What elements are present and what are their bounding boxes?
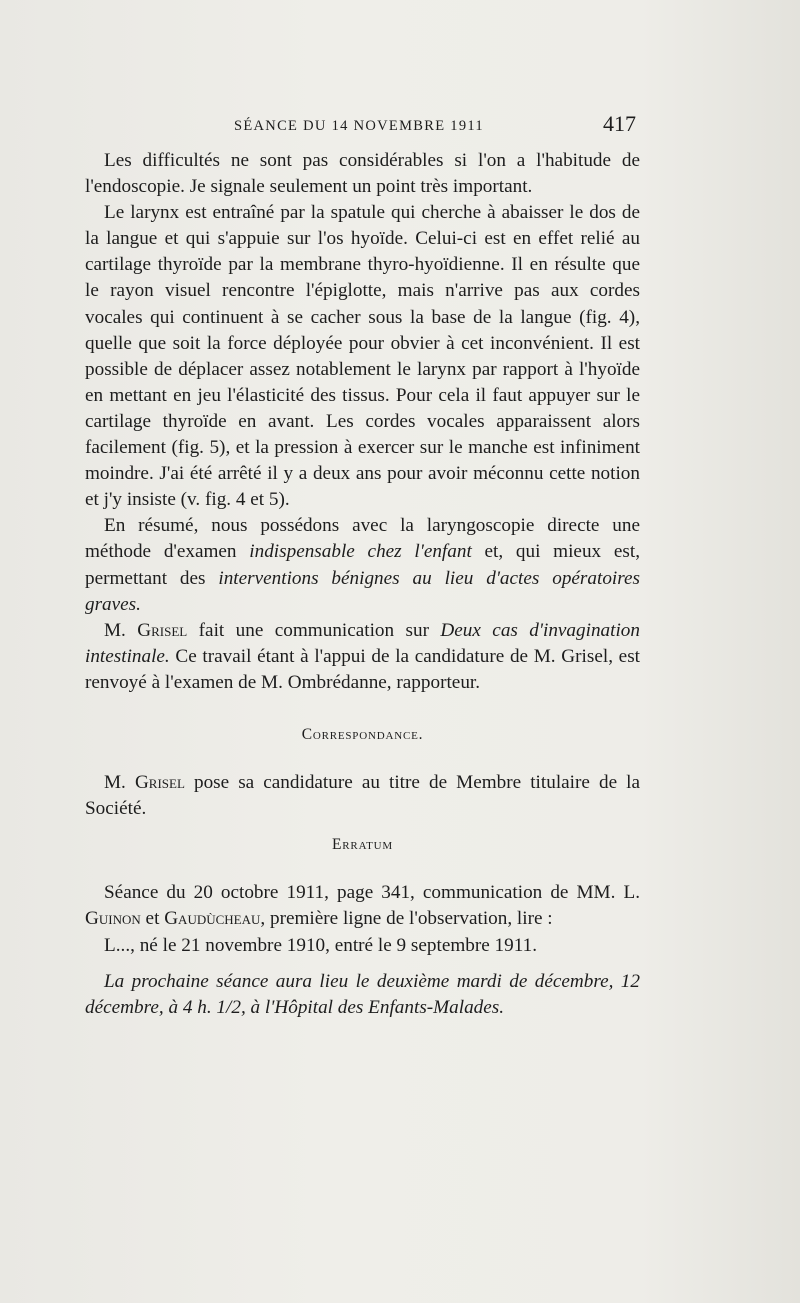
author-name-gauducheau: Gaudùcheau: [164, 908, 261, 930]
paragraph-correction: L..., né le 21 novembre 1910, entré le 9 septembre 1911.: [104, 934, 538, 956]
erratum-and: et: [140, 908, 165, 930]
paragraph-difficultes: Les difficultés ne sont pas considérables si l'on a l'habitude de l'endoscopie. Je signale seulement un point très important.: [85, 150, 640, 198]
header-title: SÉANCE DU 14 NOVEMBRE 1911: [234, 118, 484, 134]
communication-mid: fait une communication sur: [187, 619, 441, 641]
page-number: 417: [603, 111, 636, 136]
page-body: [85, 148, 640, 1021]
running-header: [234, 111, 636, 140]
resume-italic-interventions: interventions bénignes au lieu d'actes opératoires graves.: [85, 567, 640, 615]
author-name-grisel: Grisel: [137, 619, 188, 641]
resume-italic-enfant: indispensable chez l'enfant: [249, 541, 472, 563]
communication-m: M.: [104, 619, 138, 641]
paragraph-larynx: Le larynx est entraîné par la spatule qui cherche à abaisser le dos de la langue et qui s'appuie sur l'os hyoïde. Celui-ci est en effet relié au cartilage thyroïde par la membrane thyro-hyoïdienne. Il en résulte que le rayon visuel rencontre l'épiglotte, mais n'arrive pas aux cordes vocales qui continuent à se cacher sous la base de la langue (fig. 4), quelle que soit la force déployée pour obvier à cet inconvénient. Il est possible de déplacer assez notablement le larynx par rapport à l'hyoïde en mettant en jeu l'élasticité des tissus. Pour cela il faut appuyer sur le cartilage thyroïde en avant. Les cordes vocales apparaissent alors facilement (fig. 5), et la pression à exercer sur le manche est infiniment moindre. J'ai été arrêté il y a deux ans pour avoir méconnu cette notion et j'y insiste (v. fig. 4 et 5).: [85, 202, 640, 511]
candidature-end: pose sa candidature au titre de Membre titulaire de la Société.: [85, 772, 640, 820]
resume-text-mid: et, qui mieux est, permettant des: [85, 541, 640, 589]
erratum-end: , première ligne de l'observation, lire :: [260, 908, 553, 930]
heading-correspondance: Correspondance.: [301, 725, 424, 743]
candidate-name-grisel: Grisel: [134, 772, 185, 794]
erratum-start: Séance du 20 octobre 1911, page 341, communication de MM. L.: [104, 882, 640, 904]
paragraph-candidature: [85, 770, 640, 822]
paragraph-communication: [85, 618, 640, 696]
heading-erratum: Erratum: [332, 836, 393, 854]
communication-title: Deux cas d'invagination intestinale.: [85, 619, 640, 667]
resume-text-start: En résumé, nous possédons avec la laryngoscopie directe une méthode d'examen: [85, 515, 640, 563]
communication-end: Ce travail étant à l'appui de la candidature de M. Grisel, est renvoyé à l'examen de M. Ombrédanne, rapporteur.: [85, 645, 640, 693]
paragraph-resume: [85, 513, 640, 617]
paragraph-prochaine-seance: La prochaine séance aura lieu le deuxième mardi de décembre, 12 décembre, à 4 h. 1/2, à l'Hôpital des Enfants-Malades.: [85, 970, 640, 1018]
author-name-guinon: Guinon: [85, 908, 141, 930]
candidature-m: M.: [104, 772, 135, 794]
paragraph-erratum: [85, 880, 640, 932]
